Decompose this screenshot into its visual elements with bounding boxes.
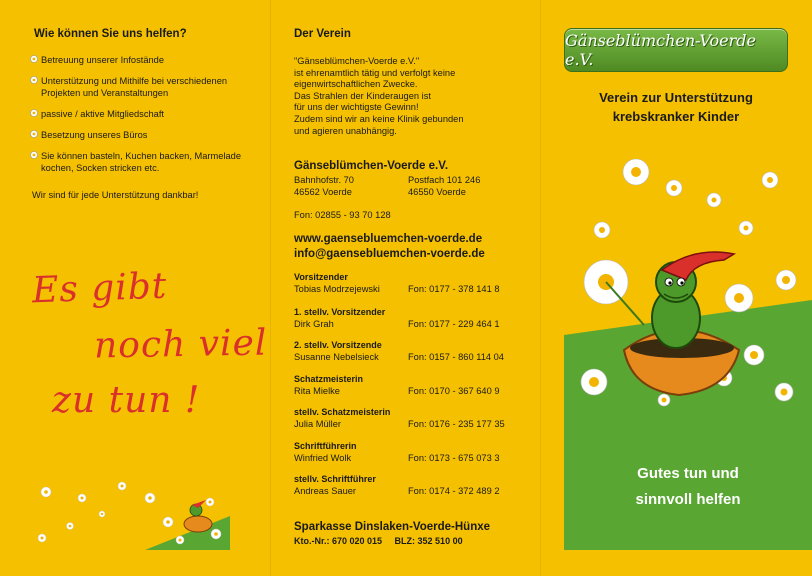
postbox-city: 46550 Voerde	[408, 187, 466, 197]
board-name: Rita Mielke	[294, 386, 340, 396]
brand-logo-text: Gänseblümchen-Voerde e.V.	[565, 31, 756, 69]
cover-title-line-1: Verein zur Unterstützung	[599, 90, 753, 105]
bullet-icon	[30, 55, 38, 63]
website-link[interactable]: www.gaensebluemchen-voerde.de	[294, 233, 483, 245]
daisy-turtle-small-illustration	[30, 478, 230, 550]
board-phone: Fon: 0173 - 675 073 3	[408, 453, 500, 463]
email-link[interactable]: info@gaensebluemchen-voerde.de	[294, 248, 485, 260]
list-item	[30, 150, 260, 174]
handwriting-line-3: zu tun !	[52, 380, 201, 421]
list-item	[30, 108, 260, 120]
slogan-box	[564, 425, 812, 550]
slogan-line-1: Gutes tun und	[637, 465, 739, 482]
handwriting-line-2: noch viel	[93, 322, 268, 367]
help-item-text: Betreuung unserer Infostände	[41, 55, 165, 65]
board-role: 2. stellv. Vorsitzende	[294, 340, 382, 350]
board-name: Winfried Wolk	[294, 453, 352, 463]
board-phone: Fon: 0174 - 372 489 2	[408, 486, 500, 496]
verein-heading: Der Verein	[294, 28, 351, 40]
board-name: Julia Müller	[294, 419, 342, 429]
bullet-icon	[30, 109, 38, 117]
list-item	[30, 75, 260, 99]
board-phone: Fon: 0176 - 235 177 35	[408, 419, 505, 429]
board-role: 1. stellv. Vorsitzender	[294, 307, 386, 317]
board-phone: Fon: 0157 - 860 114 04	[408, 352, 504, 362]
board-role: Schriftführerin	[294, 441, 357, 451]
board-name: Andreas Sauer	[294, 486, 357, 496]
bank-name: Sparkasse Dinslaken-Voerde-Hünxe	[294, 521, 491, 533]
turtle-daisy-illustration	[564, 150, 812, 425]
bullet-icon	[30, 130, 38, 138]
board-phone: Fon: 0177 - 229 464 1	[408, 319, 500, 329]
panel-cover	[540, 0, 812, 576]
bullet-icon	[30, 76, 38, 84]
organization-name: Gänseblümchen-Voerde e.V.	[294, 160, 449, 172]
help-list	[30, 54, 260, 183]
brand-banner	[564, 28, 788, 72]
bullet-icon	[30, 151, 38, 159]
handwriting-line-1: Es gibt	[31, 265, 168, 312]
help-item-text: passive / aktive Mitgliedschaft	[41, 109, 164, 119]
bank-account: Kto.-Nr.: 670 020 015 BLZ: 352 510 00	[294, 536, 463, 546]
board-name: Susanne Nebelsieck	[294, 352, 379, 362]
board-phone: Fon: 0177 - 378 141 8	[408, 284, 500, 294]
panel-help	[0, 0, 270, 576]
slogan-line-2: sinnvoll helfen	[635, 491, 741, 508]
street-city: 46562 Voerde	[294, 187, 352, 197]
main-phone: Fon: 02855 - 93 70 128	[294, 210, 391, 220]
street-address: Bahnhofstr. 70	[294, 175, 354, 185]
postbox-address: Postfach 101 246	[408, 175, 481, 185]
help-item-text: Unterstützung und Mithilfe bei verschiedenen Projekten und Veranstaltungen	[41, 76, 228, 98]
list-item	[30, 129, 260, 141]
thanks-text: Wir sind für jede Unterstützung dankbar!	[32, 190, 199, 200]
board-name: Tobias Modrzejewski	[294, 284, 380, 294]
board-role: Vorsitzender	[294, 272, 348, 282]
panel-verein	[270, 0, 540, 576]
board-phone: Fon: 0170 - 367 640 9	[408, 386, 500, 396]
board-role: stellv. Schriftführer	[294, 474, 376, 484]
board-role: stellv. Schatzmeisterin	[294, 407, 391, 417]
help-item-text: Sie können basteln, Kuchen backen, Marmelade kochen, Socken stricken etc.	[41, 151, 242, 173]
help-item-text: Besetzung unseres Büros	[41, 130, 148, 140]
board-role: Schatzmeisterin	[294, 374, 364, 384]
cover-title	[560, 88, 792, 126]
list-item	[30, 54, 260, 66]
slogan	[564, 461, 812, 513]
board-name: Dirk Grah	[294, 319, 334, 329]
help-heading: Wie können Sie uns helfen?	[34, 28, 187, 40]
cover-title-line-2: krebskranker Kinder	[612, 109, 740, 124]
verein-description: "Gänseblümchen-Voerde e.V." ist ehrenamtlich tätig und verfolgt keine eigenwirtschaftlichen Zwecke. Das Strahlen der Kinderaugen ist für uns der wichtigste Gewinn! Zudem sind wir an keine Klinik gebunden und agieren unabhängig.	[294, 56, 464, 136]
